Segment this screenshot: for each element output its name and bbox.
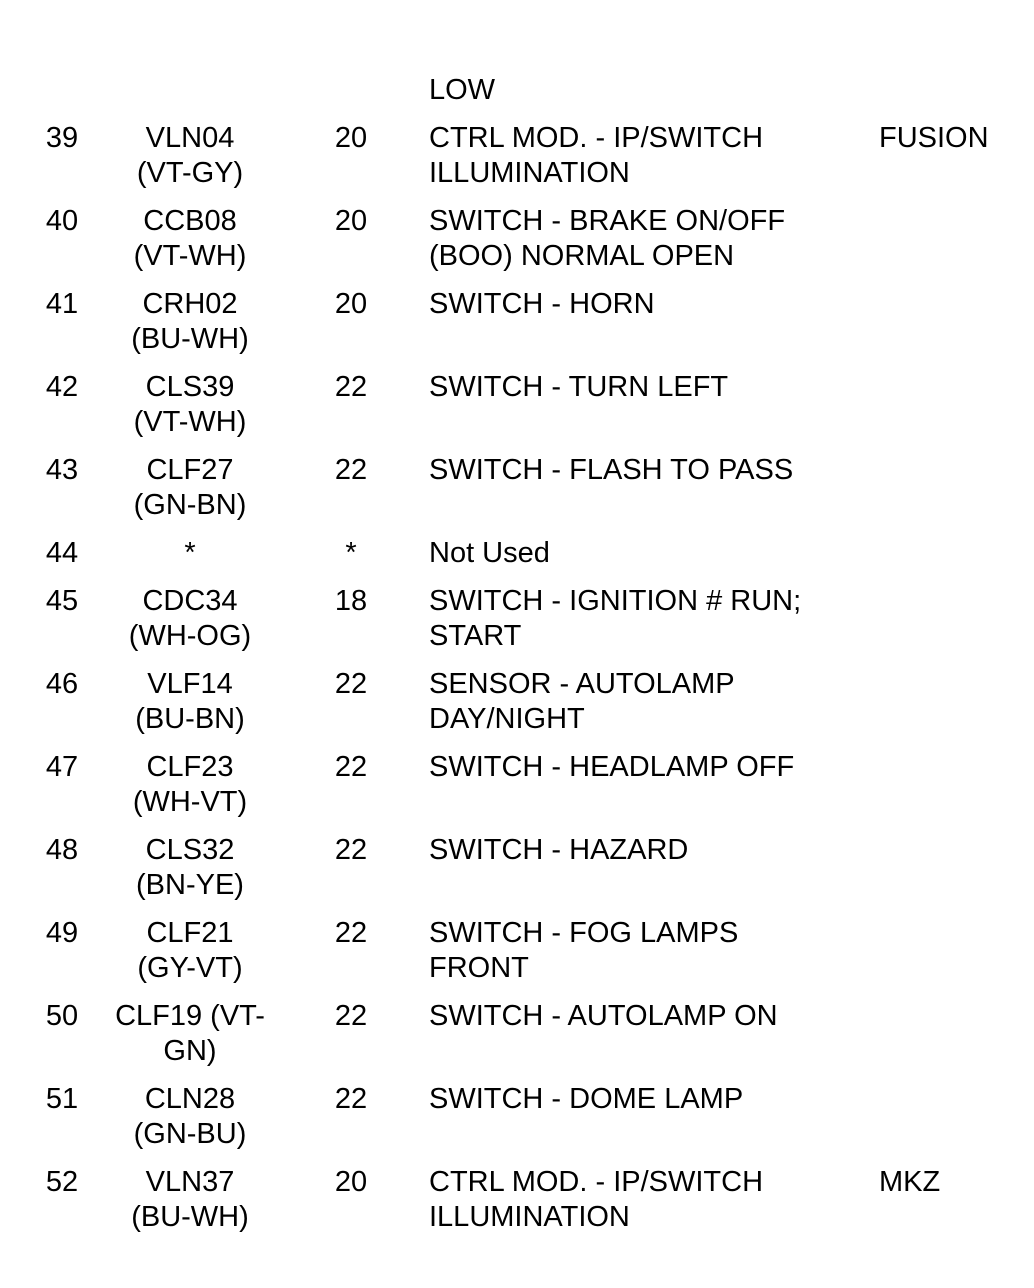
wire-gauge: 20 <box>334 205 368 237</box>
function-line-1: CTRL MOD. - IP/SWITCH <box>429 122 764 154</box>
circuit-function <box>429 1082 869 1117</box>
function-line-1: SENSOR - AUTOLAMP <box>429 668 735 700</box>
pin-number: 40 <box>45 205 79 237</box>
circuit-cell <box>100 916 280 986</box>
circuit-code: CLF19 (VT- <box>115 1000 265 1032</box>
wire-gauge: 22 <box>334 1083 368 1115</box>
circuit-code: VLF14 <box>147 668 233 700</box>
circuit-color: (BU-BN) <box>135 703 245 735</box>
circuit-color: (BN-YE) <box>136 869 244 901</box>
circuit-color: (GN-BN) <box>133 489 247 521</box>
circuit-cell <box>100 999 280 1069</box>
circuit-cell <box>100 453 280 523</box>
circuit-function <box>429 121 869 191</box>
function-line-1: Not Used <box>429 537 550 569</box>
circuit-function <box>429 833 869 868</box>
table-row <box>0 121 1034 204</box>
wire-gauge: 20 <box>334 1166 368 1198</box>
circuit-color: (VT-WH) <box>133 406 247 438</box>
circuit-function <box>429 750 869 785</box>
table-row <box>0 916 1034 999</box>
circuit-code: CRH02 <box>142 288 238 320</box>
pin-number: 51 <box>45 1083 79 1115</box>
function-line-2: START <box>429 620 522 652</box>
circuit-function <box>429 287 869 322</box>
pin-number: 43 <box>45 454 79 486</box>
circuit-cell <box>100 667 280 737</box>
circuit-cell <box>100 750 280 820</box>
table-row <box>0 536 1034 584</box>
table-row <box>0 287 1034 370</box>
circuit-function <box>429 453 869 488</box>
function-line-1: SWITCH - BRAKE ON/OFF <box>429 205 786 237</box>
pin-number: 45 <box>45 585 79 617</box>
function-line-2: DAY/NIGHT <box>429 703 585 735</box>
function-line-1: SWITCH - FOG LAMPS <box>429 917 739 949</box>
circuit-code: CCB08 <box>143 205 237 237</box>
circuit-code: CLF23 <box>146 751 234 783</box>
table-row <box>0 584 1034 667</box>
circuit-color: (BU-WH) <box>131 323 249 355</box>
wire-gauge: 22 <box>334 834 368 866</box>
circuit-function <box>429 204 869 274</box>
function-line-2: ILLUMINATION <box>429 1201 630 1233</box>
pin-number: 49 <box>45 917 79 949</box>
circuit-color: (VT-WH) <box>133 240 247 272</box>
wire-gauge: * <box>345 537 357 569</box>
circuit-color: (VT-GY) <box>136 157 244 189</box>
table-row <box>0 453 1034 536</box>
function-line-1: SWITCH - IGNITION # RUN; <box>429 585 802 617</box>
circuit-color: (BU-WH) <box>131 1201 249 1233</box>
circuit-function <box>429 584 869 654</box>
pin-number: 48 <box>45 834 79 866</box>
circuit-cell <box>100 1082 280 1152</box>
circuit-cell <box>100 204 280 274</box>
circuit-function <box>429 916 869 986</box>
table-row <box>0 750 1034 833</box>
function-line-1: SWITCH - HEADLAMP OFF <box>429 751 795 783</box>
continued-function-text: LOW <box>429 74 496 106</box>
table-row <box>0 1082 1034 1165</box>
function-line-2: ILLUMINATION <box>429 157 630 189</box>
pin-number: 41 <box>45 288 79 320</box>
circuit-code: * <box>184 537 196 569</box>
pinout-table <box>0 121 1034 1248</box>
pin-number: 39 <box>45 122 79 154</box>
circuit-code: VLN04 <box>145 122 235 154</box>
function-line-1: CTRL MOD. - IP/SWITCH <box>429 1166 764 1198</box>
function-line-1: SWITCH - DOME LAMP <box>429 1083 744 1115</box>
pin-number: 42 <box>45 371 79 403</box>
circuit-function <box>429 667 869 737</box>
pin-number: 47 <box>45 751 79 783</box>
circuit-color: (GY-VT) <box>137 952 243 984</box>
table-row <box>0 370 1034 453</box>
circuit-code: CLN28 <box>144 1083 236 1115</box>
wire-gauge: 22 <box>334 1000 368 1032</box>
circuit-cell <box>100 287 280 357</box>
pin-number: 52 <box>45 1166 79 1198</box>
wire-gauge: 22 <box>334 371 368 403</box>
table-row <box>0 667 1034 750</box>
circuit-cell <box>100 370 280 440</box>
circuit-cell <box>100 121 280 191</box>
table-row <box>0 204 1034 287</box>
table-row <box>0 999 1034 1082</box>
circuit-color: (WH-VT) <box>132 786 248 818</box>
table-row <box>0 833 1034 916</box>
circuit-cell <box>100 833 280 903</box>
circuit-cell <box>100 536 280 571</box>
circuit-code: CLS32 <box>145 834 235 866</box>
function-line-1: SWITCH - FLASH TO PASS <box>429 454 794 486</box>
wire-gauge: 22 <box>334 751 368 783</box>
wire-gauge: 20 <box>334 288 368 320</box>
function-line-1: SWITCH - TURN LEFT <box>429 371 729 403</box>
circuit-function <box>429 536 869 571</box>
wire-gauge: 22 <box>334 668 368 700</box>
circuit-cell <box>100 1165 280 1235</box>
circuit-color: GN) <box>163 1035 217 1067</box>
circuit-code: CLS39 <box>145 371 235 403</box>
wire-gauge: 18 <box>334 585 368 617</box>
pin-number: 44 <box>45 537 79 569</box>
circuit-function <box>429 370 869 405</box>
function-line-2: (BOO) NORMAL OPEN <box>429 240 735 272</box>
option-label: MKZ <box>879 1166 941 1198</box>
circuit-code: CLF21 <box>146 917 234 949</box>
pin-number: 46 <box>45 668 79 700</box>
circuit-function <box>429 999 869 1034</box>
circuit-code: VLN37 <box>145 1166 235 1198</box>
function-line-2: FRONT <box>429 952 529 984</box>
circuit-color: (GN-BU) <box>133 1118 247 1150</box>
circuit-cell <box>100 584 280 654</box>
circuit-code: CLF27 <box>146 454 234 486</box>
circuit-color: (WH-OG) <box>128 620 252 652</box>
table-row <box>0 1165 1034 1248</box>
function-line-1: SWITCH - AUTOLAMP ON <box>429 1000 778 1032</box>
pin-number: 50 <box>45 1000 79 1032</box>
circuit-function <box>429 1165 869 1235</box>
function-line-1: SWITCH - HAZARD <box>429 834 689 866</box>
wire-gauge: 22 <box>334 917 368 949</box>
wire-gauge: 22 <box>334 454 368 486</box>
wire-gauge: 20 <box>334 122 368 154</box>
function-line-1: SWITCH - HORN <box>429 288 655 320</box>
option-label: FUSION <box>879 122 989 154</box>
circuit-code: CDC34 <box>142 585 238 617</box>
